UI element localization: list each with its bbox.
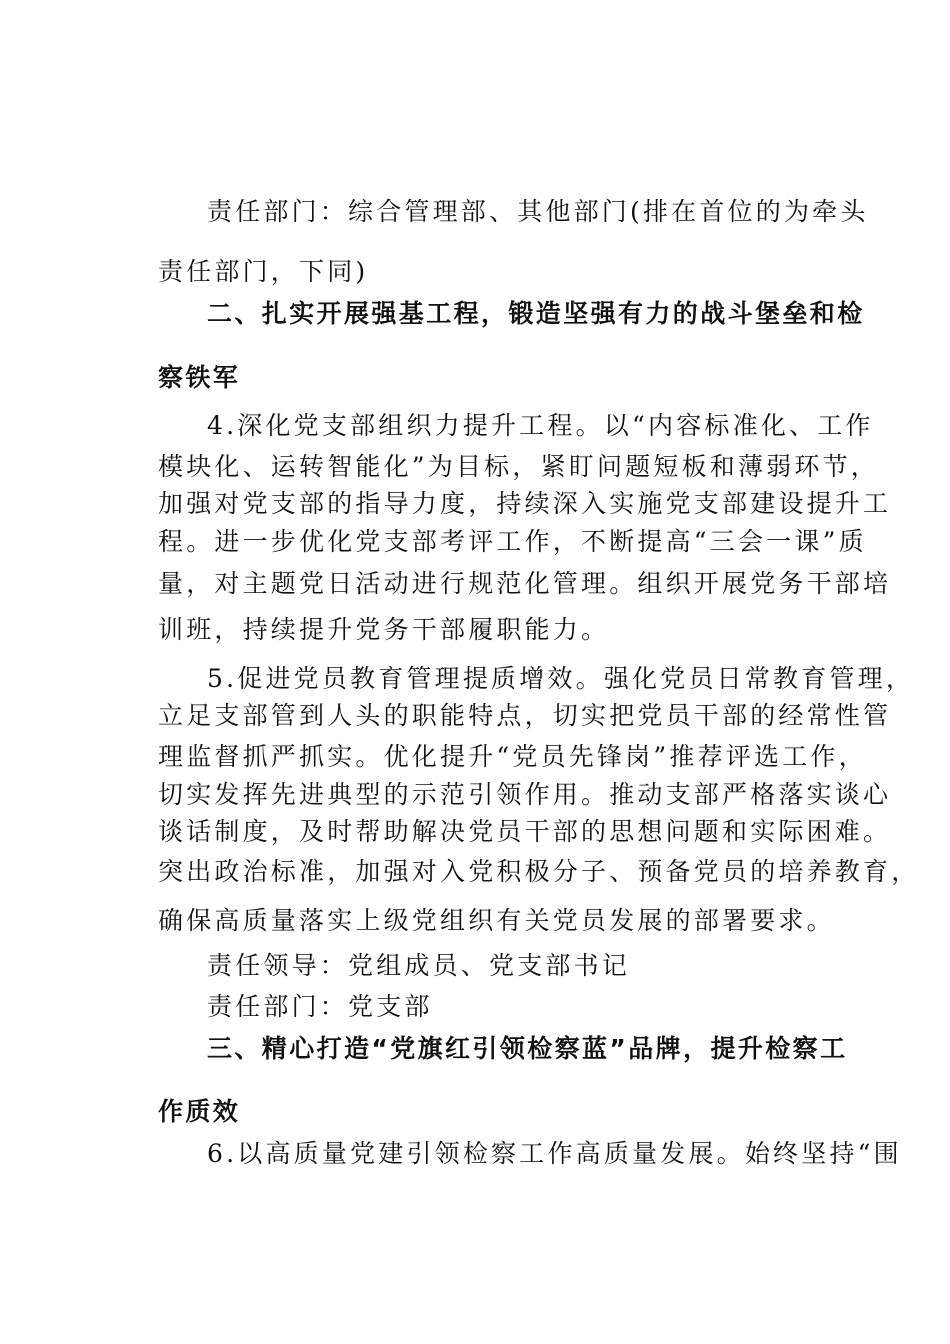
section-heading-2: 二、扎实开展强基工程，锻造坚强有力的战斗堡垒和检 (207, 299, 865, 328)
item-4-line-6: 训班，持续提升党务干部履职能力。 (158, 615, 610, 644)
item-5-line-7: 确保高质量落实上级党组织有关党员发展的部署要求。 (158, 906, 835, 935)
section-heading-3-cont: 作质效 (158, 1097, 241, 1126)
item-5-line-3: 理监督抓严抓实。优化提升“党员先锋岗”推荐评选工作， (158, 742, 867, 771)
section-heading-2-cont: 察铁军 (158, 363, 241, 392)
responsible-dept-line-cont: 责任部门，下同) (158, 257, 369, 286)
item-5-line-1: 5.促进党员教育管理提质增效。强化党员日常教育管理， (207, 664, 915, 693)
item-4-line-5: 量，对主题党日活动进行规范化管理。组织开展党务干部培 (158, 569, 892, 598)
item-5-line-2: 立足支部管到人头的职能特点，切实把党员干部的经常性管 (158, 701, 892, 730)
item-4-line-1: 4.深化党支部组织力提升工程。以“内容标准化、工作 (207, 411, 874, 440)
item-5-line-4: 切实发挥先进典型的示范引领作用。推动支部严格落实谈心 (158, 780, 892, 809)
item-4-line-3: 加强对党支部的指导力度，持续深入实施党支部建设提升工 (158, 489, 892, 518)
item-5-line-5: 谈话制度，及时帮助解决党员干部的思想问题和实际困难。 (158, 817, 892, 846)
responsible-dept-line-2: 责任部门：党支部 (207, 992, 433, 1021)
item-5-line-6: 突出政治标准，加强对入党积极分子、预备党员的培养教育， (158, 857, 920, 886)
item-6-line-1: 6.以高质量党建引领检察工作高质量发展。始终坚持“围 (207, 1139, 902, 1168)
section-heading-3: 三、精心打造“党旗红引领检察蓝”品牌，提升检察工 (207, 1034, 848, 1063)
responsible-dept-line: 责任部门：综合管理部、其他部门(排在首位的为牵头 (207, 197, 869, 226)
item-4-line-2: 模块化、运转智能化”为目标，紧盯问题短板和薄弱环节， (158, 452, 879, 481)
item-4-line-4: 程。进一步优化党支部考评工作，不断提高“三会一课”质 (158, 527, 867, 556)
responsible-leader-line: 责任领导：党组成员、党支部书记 (207, 951, 631, 980)
